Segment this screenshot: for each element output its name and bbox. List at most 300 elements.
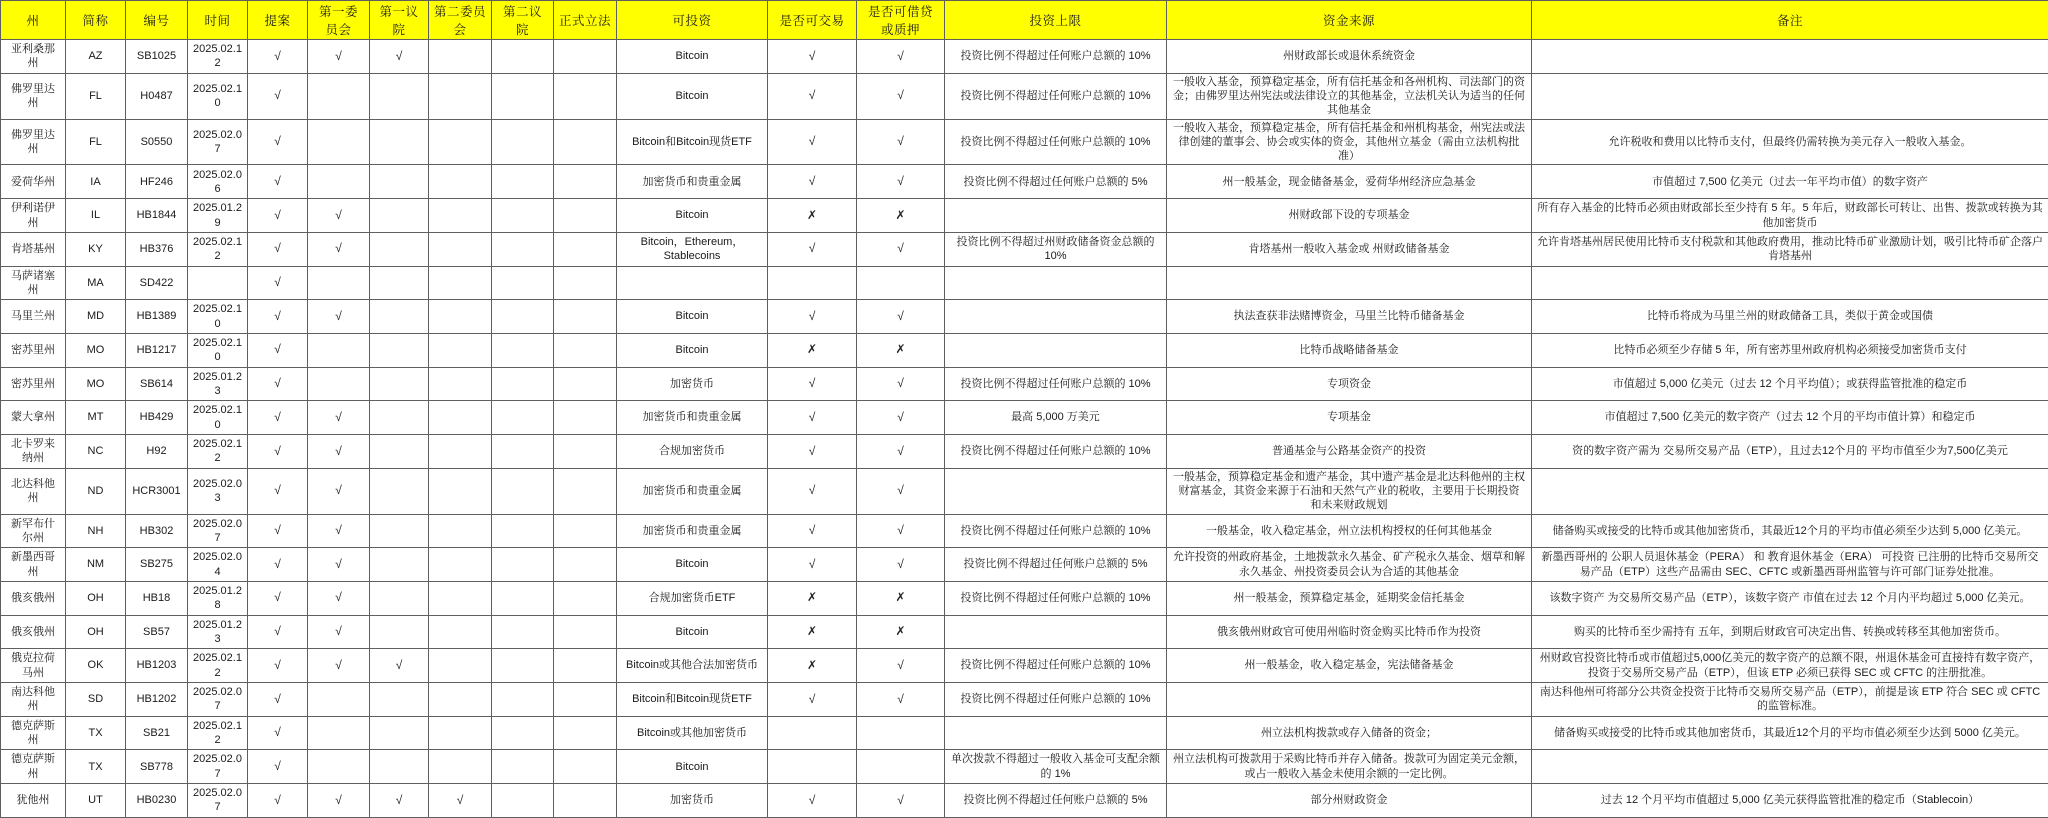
cell-lendable[interactable]: ✗ xyxy=(857,581,945,615)
cell-committee1[interactable] xyxy=(308,367,370,401)
cell-chamber1[interactable] xyxy=(370,300,429,334)
cell-proposal[interactable]: √ xyxy=(248,750,308,784)
cell-enacted[interactable] xyxy=(554,165,617,199)
cell-source[interactable]: 州一般基金，收入稳定基金，宪法储备基金 xyxy=(1167,649,1532,683)
cell-committee1[interactable]: √ xyxy=(308,40,370,74)
cell-tradable[interactable]: √ xyxy=(768,548,857,582)
cell-enacted[interactable] xyxy=(554,716,617,750)
cell-chamber2[interactable] xyxy=(492,300,554,334)
cell-chamber2[interactable] xyxy=(492,232,554,266)
cell-enacted[interactable] xyxy=(554,750,617,784)
cell-committee1[interactable]: √ xyxy=(308,300,370,334)
cell-note[interactable]: 所有存入基金的比特币必须由财政部长至少持有 5 年。5 年后，财政部长可转让、出售、拨款或转换为其他加密货币 xyxy=(1532,199,2048,233)
cell-abbr[interactable]: NC xyxy=(66,434,126,468)
cell-state[interactable]: 蒙大拿州 xyxy=(1,401,66,435)
cell-committee2[interactable] xyxy=(429,367,492,401)
cell-bill_no[interactable]: HB1389 xyxy=(126,300,188,334)
cell-note[interactable]: 允许税收和费用以比特币支付，但最终仍需转换为美元存入一般收入基金。 xyxy=(1532,119,2048,165)
column-header-investable[interactable]: 可投资 xyxy=(617,1,768,40)
cell-investable[interactable]: 加密货币 xyxy=(617,367,768,401)
cell-enacted[interactable] xyxy=(554,649,617,683)
cell-cap[interactable]: 最高 5,000 万美元 xyxy=(945,401,1167,435)
cell-chamber1[interactable] xyxy=(370,165,429,199)
cell-tradable[interactable]: √ xyxy=(768,367,857,401)
cell-committee2[interactable] xyxy=(429,615,492,649)
cell-note[interactable]: 该数字资产 为交易所交易产品（ETP），该数字资产 市值在过去 12 个月内平均超过 5,000 亿美元。 xyxy=(1532,581,2048,615)
cell-cap[interactable]: 投资比例不得超过任何账户总额的 10% xyxy=(945,73,1167,119)
column-header-lendable[interactable]: 是否可借贷或质押 xyxy=(857,1,945,40)
cell-source[interactable]: 州一般基金，现金储备基金，爱荷华州经济应急基金 xyxy=(1167,165,1532,199)
column-header-date[interactable]: 时间 xyxy=(188,1,248,40)
cell-state[interactable]: 俄克拉荷马州 xyxy=(1,649,66,683)
cell-proposal[interactable]: √ xyxy=(248,682,308,716)
cell-committee2[interactable] xyxy=(429,266,492,300)
cell-investable[interactable]: Bitcoin xyxy=(617,300,768,334)
cell-proposal[interactable]: √ xyxy=(248,119,308,165)
cell-chamber1[interactable] xyxy=(370,514,429,548)
cell-abbr[interactable]: IL xyxy=(66,199,126,233)
cell-lendable[interactable]: √ xyxy=(857,73,945,119)
cell-date[interactable] xyxy=(188,266,248,300)
cell-note[interactable]: 购买的比特币至少需持有 五年，到期后财政官可决定出售、转换或转移至其他加密货币。 xyxy=(1532,615,2048,649)
cell-enacted[interactable] xyxy=(554,40,617,74)
cell-abbr[interactable]: FL xyxy=(66,73,126,119)
cell-lendable[interactable]: √ xyxy=(857,40,945,74)
cell-committee2[interactable] xyxy=(429,548,492,582)
cell-source[interactable]: 州立法机构拨款或存入储备的资金； xyxy=(1167,716,1532,750)
cell-committee1[interactable]: √ xyxy=(308,232,370,266)
cell-note[interactable] xyxy=(1532,73,2048,119)
cell-lendable[interactable]: ✗ xyxy=(857,615,945,649)
cell-enacted[interactable] xyxy=(554,232,617,266)
cell-tradable[interactable]: √ xyxy=(768,165,857,199)
cell-enacted[interactable] xyxy=(554,784,617,818)
cell-tradable[interactable]: √ xyxy=(768,73,857,119)
cell-proposal[interactable]: √ xyxy=(248,548,308,582)
cell-committee2[interactable]: √ xyxy=(429,784,492,818)
cell-proposal[interactable]: √ xyxy=(248,73,308,119)
cell-abbr[interactable]: MO xyxy=(66,333,126,367)
cell-chamber1[interactable] xyxy=(370,615,429,649)
cell-lendable[interactable]: √ xyxy=(857,548,945,582)
cell-state[interactable]: 佛罗里达州 xyxy=(1,119,66,165)
cell-note[interactable]: 市值超过 5,000 亿美元（过去 12 个月平均值）；或获得监管批准的稳定币 xyxy=(1532,367,2048,401)
cell-abbr[interactable]: TX xyxy=(66,750,126,784)
column-header-cap[interactable]: 投资上限 xyxy=(945,1,1167,40)
cell-proposal[interactable]: √ xyxy=(248,649,308,683)
cell-chamber2[interactable] xyxy=(492,514,554,548)
cell-investable[interactable]: Bitcoin或其他合法加密货币 xyxy=(617,649,768,683)
cell-committee1[interactable]: √ xyxy=(308,649,370,683)
cell-note[interactable] xyxy=(1532,40,2048,74)
cell-note[interactable]: 允许肯塔基州居民使用比特币支付税款和其他政府费用，推动比特币矿业激励计划，吸引比特币矿企落户肯塔基州 xyxy=(1532,232,2048,266)
cell-bill_no[interactable]: HB1202 xyxy=(126,682,188,716)
cell-tradable[interactable]: ✗ xyxy=(768,615,857,649)
cell-note[interactable]: 新墨西哥州的 公职人员退休基金（PERA） 和 教育退休基金（ERA） 可投资 已注册的比特币交易所交易产品（ETP）这些产品需由 SEC、CFTC 或新墨西哥州监管与许可部门证券处批准。 xyxy=(1532,548,2048,582)
cell-lendable[interactable]: √ xyxy=(857,232,945,266)
cell-tradable[interactable]: √ xyxy=(768,682,857,716)
cell-enacted[interactable] xyxy=(554,300,617,334)
cell-cap[interactable]: 单次拨款不得超过一般收入基金可支配余额的 1% xyxy=(945,750,1167,784)
cell-committee2[interactable] xyxy=(429,333,492,367)
cell-committee2[interactable] xyxy=(429,468,492,514)
cell-investable[interactable]: Bitcoin xyxy=(617,73,768,119)
cell-note[interactable]: 过去 12 个月平均市值超过 5,000 亿美元获得监管批准的稳定币（Stablecoin） xyxy=(1532,784,2048,818)
cell-chamber2[interactable] xyxy=(492,750,554,784)
cell-chamber1[interactable] xyxy=(370,73,429,119)
cell-tradable[interactable]: √ xyxy=(768,514,857,548)
cell-abbr[interactable]: NH xyxy=(66,514,126,548)
cell-chamber2[interactable] xyxy=(492,40,554,74)
cell-cap[interactable]: 投资比例不得超过任何账户总额的 5% xyxy=(945,548,1167,582)
cell-abbr[interactable]: AZ xyxy=(66,40,126,74)
cell-proposal[interactable]: √ xyxy=(248,784,308,818)
cell-date[interactable]: 2025.02.10 xyxy=(188,401,248,435)
cell-cap[interactable] xyxy=(945,468,1167,514)
cell-tradable[interactable]: ✗ xyxy=(768,199,857,233)
cell-cap[interactable]: 投资比例不得超过任何账户总额的 10% xyxy=(945,434,1167,468)
cell-date[interactable]: 2025.02.07 xyxy=(188,784,248,818)
cell-committee1[interactable]: √ xyxy=(308,581,370,615)
cell-cap[interactable]: 投资比例不得超过州财政储备资金总额的 10% xyxy=(945,232,1167,266)
cell-chamber2[interactable] xyxy=(492,468,554,514)
cell-lendable[interactable]: ✗ xyxy=(857,333,945,367)
cell-bill_no[interactable]: SB614 xyxy=(126,367,188,401)
cell-bill_no[interactable]: SB778 xyxy=(126,750,188,784)
cell-state[interactable]: 密苏里州 xyxy=(1,367,66,401)
cell-abbr[interactable]: MO xyxy=(66,367,126,401)
cell-bill_no[interactable]: HCR3001 xyxy=(126,468,188,514)
cell-lendable[interactable]: √ xyxy=(857,434,945,468)
cell-chamber2[interactable] xyxy=(492,333,554,367)
cell-chamber2[interactable] xyxy=(492,119,554,165)
column-header-bill_no[interactable]: 编号 xyxy=(126,1,188,40)
cell-source[interactable]: 州一般基金，预算稳定基金，延期奖金信托基金 xyxy=(1167,581,1532,615)
cell-committee1[interactable] xyxy=(308,333,370,367)
cell-bill_no[interactable]: H0487 xyxy=(126,73,188,119)
cell-investable[interactable]: Bitcoin xyxy=(617,333,768,367)
cell-lendable[interactable] xyxy=(857,266,945,300)
cell-investable[interactable]: 加密货币 xyxy=(617,784,768,818)
cell-investable[interactable]: Bitcoin xyxy=(617,615,768,649)
cell-chamber2[interactable] xyxy=(492,716,554,750)
cell-investable[interactable]: 加密货币和贵重金属 xyxy=(617,165,768,199)
cell-proposal[interactable]: √ xyxy=(248,300,308,334)
cell-enacted[interactable] xyxy=(554,682,617,716)
cell-bill_no[interactable]: SB1025 xyxy=(126,40,188,74)
cell-proposal[interactable]: √ xyxy=(248,199,308,233)
cell-abbr[interactable]: MT xyxy=(66,401,126,435)
cell-abbr[interactable]: KY xyxy=(66,232,126,266)
cell-proposal[interactable]: √ xyxy=(248,514,308,548)
cell-bill_no[interactable]: SB57 xyxy=(126,615,188,649)
cell-committee1[interactable] xyxy=(308,119,370,165)
cell-date[interactable]: 2025.01.23 xyxy=(188,367,248,401)
cell-enacted[interactable] xyxy=(554,581,617,615)
cell-enacted[interactable] xyxy=(554,615,617,649)
cell-cap[interactable]: 投资比例不得超过任何账户总额的 10% xyxy=(945,514,1167,548)
cell-bill_no[interactable]: SB275 xyxy=(126,548,188,582)
cell-committee2[interactable] xyxy=(429,300,492,334)
cell-committee1[interactable] xyxy=(308,266,370,300)
cell-enacted[interactable] xyxy=(554,199,617,233)
cell-lendable[interactable] xyxy=(857,716,945,750)
cell-abbr[interactable]: OH xyxy=(66,581,126,615)
cell-investable[interactable] xyxy=(617,266,768,300)
cell-committee2[interactable] xyxy=(429,232,492,266)
cell-note[interactable]: 市值超过 7,500 亿美元的数字资产（过去 12 个月的平均市值计算）和稳定币 xyxy=(1532,401,2048,435)
cell-lendable[interactable]: √ xyxy=(857,300,945,334)
cell-investable[interactable]: 加密货币和贵重金属 xyxy=(617,514,768,548)
cell-bill_no[interactable]: HB0230 xyxy=(126,784,188,818)
cell-abbr[interactable]: FL xyxy=(66,119,126,165)
cell-state[interactable]: 新罕布什尔州 xyxy=(1,514,66,548)
cell-proposal[interactable]: √ xyxy=(248,266,308,300)
cell-committee2[interactable] xyxy=(429,73,492,119)
cell-state[interactable]: 俄亥俄州 xyxy=(1,615,66,649)
cell-source[interactable] xyxy=(1167,682,1532,716)
cell-tradable[interactable]: √ xyxy=(768,300,857,334)
cell-investable[interactable]: Bitcoin xyxy=(617,40,768,74)
cell-proposal[interactable]: √ xyxy=(248,232,308,266)
column-header-proposal[interactable]: 提案 xyxy=(248,1,308,40)
cell-chamber2[interactable] xyxy=(492,73,554,119)
cell-cap[interactable]: 投资比例不得超过任何账户总额的 10% xyxy=(945,367,1167,401)
cell-committee2[interactable] xyxy=(429,682,492,716)
cell-investable[interactable]: Bitcoin或其他加密货币 xyxy=(617,716,768,750)
cell-state[interactable]: 肯塔基州 xyxy=(1,232,66,266)
cell-investable[interactable]: Bitcoin和Bitcoin现货ETF xyxy=(617,682,768,716)
cell-chamber1[interactable] xyxy=(370,367,429,401)
cell-proposal[interactable]: √ xyxy=(248,40,308,74)
cell-lendable[interactable]: √ xyxy=(857,468,945,514)
cell-source[interactable]: 一般基金，预算稳定基金和遗产基金，其中遗产基金是北达科他州的主权财富基金，其资金来源于石油和天然气产业的税收，主要用于长期投资 和未来财政规划 xyxy=(1167,468,1532,514)
cell-lendable[interactable]: √ xyxy=(857,165,945,199)
cell-source[interactable]: 专项基金 xyxy=(1167,401,1532,435)
cell-date[interactable]: 2025.01.29 xyxy=(188,199,248,233)
cell-committee2[interactable] xyxy=(429,165,492,199)
cell-enacted[interactable] xyxy=(554,548,617,582)
cell-committee1[interactable] xyxy=(308,73,370,119)
cell-date[interactable]: 2025.02.10 xyxy=(188,333,248,367)
cell-state[interactable]: 亚利桑那州 xyxy=(1,40,66,74)
cell-enacted[interactable] xyxy=(554,514,617,548)
cell-committee2[interactable] xyxy=(429,119,492,165)
cell-date[interactable]: 2025.02.12 xyxy=(188,649,248,683)
cell-date[interactable]: 2025.02.12 xyxy=(188,716,248,750)
cell-chamber1[interactable]: √ xyxy=(370,784,429,818)
cell-chamber2[interactable] xyxy=(492,784,554,818)
cell-proposal[interactable]: √ xyxy=(248,615,308,649)
cell-state[interactable]: 新墨西哥州 xyxy=(1,548,66,582)
cell-date[interactable]: 2025.02.12 xyxy=(188,434,248,468)
column-header-chamber1[interactable]: 第一议院 xyxy=(370,1,429,40)
cell-note[interactable]: 市值超过 7,500 亿美元（过去一年平均市值）的数字资产 xyxy=(1532,165,2048,199)
cell-cap[interactable] xyxy=(945,716,1167,750)
cell-state[interactable]: 伊利诺伊州 xyxy=(1,199,66,233)
cell-cap[interactable]: 投资比例不得超过任何账户总额的 10% xyxy=(945,40,1167,74)
cell-bill_no[interactable]: HB1203 xyxy=(126,649,188,683)
cell-chamber1[interactable] xyxy=(370,716,429,750)
cell-committee1[interactable] xyxy=(308,165,370,199)
cell-bill_no[interactable]: HB302 xyxy=(126,514,188,548)
cell-proposal[interactable]: √ xyxy=(248,434,308,468)
cell-note[interactable]: 州财政官投资比特币或市值超过5,000亿美元的数字资产的总额不限，州退休基金可直接持有数字资产，投资于交易所交易产品（ETP），但该 ETP 必须已获得 SEC 或 CFTC 的注册批准。 xyxy=(1532,649,2048,683)
cell-chamber1[interactable]: √ xyxy=(370,40,429,74)
cell-enacted[interactable] xyxy=(554,333,617,367)
cell-cap[interactable] xyxy=(945,615,1167,649)
cell-investable[interactable]: 合规加密货币 xyxy=(617,434,768,468)
column-header-committee2[interactable]: 第二委员会 xyxy=(429,1,492,40)
cell-proposal[interactable]: √ xyxy=(248,716,308,750)
cell-chamber2[interactable] xyxy=(492,165,554,199)
column-header-enacted[interactable]: 正式立法 xyxy=(554,1,617,40)
cell-abbr[interactable]: SD xyxy=(66,682,126,716)
cell-enacted[interactable] xyxy=(554,401,617,435)
cell-date[interactable]: 2025.02.07 xyxy=(188,514,248,548)
cell-committee2[interactable] xyxy=(429,514,492,548)
cell-committee2[interactable] xyxy=(429,199,492,233)
cell-source[interactable]: 俄亥俄州财政官可使用州临时资金购买比特币作为投资 xyxy=(1167,615,1532,649)
cell-cap[interactable]: 投资比例不得超过任何账户总额的 10% xyxy=(945,682,1167,716)
cell-lendable[interactable]: ✗ xyxy=(857,199,945,233)
cell-chamber1[interactable] xyxy=(370,119,429,165)
cell-bill_no[interactable]: HB429 xyxy=(126,401,188,435)
cell-source[interactable]: 部分州财政资金 xyxy=(1167,784,1532,818)
cell-state[interactable]: 马里兰州 xyxy=(1,300,66,334)
cell-committee1[interactable]: √ xyxy=(308,615,370,649)
cell-bill_no[interactable]: HB376 xyxy=(126,232,188,266)
cell-note[interactable]: 比特币将成为马里兰州的财政储备工具，类似于黄金或国债 xyxy=(1532,300,2048,334)
cell-abbr[interactable]: UT xyxy=(66,784,126,818)
cell-chamber2[interactable] xyxy=(492,434,554,468)
cell-note[interactable] xyxy=(1532,750,2048,784)
cell-state[interactable]: 马萨诸塞州 xyxy=(1,266,66,300)
cell-state[interactable]: 南达科他州 xyxy=(1,682,66,716)
cell-committee1[interactable]: √ xyxy=(308,434,370,468)
cell-source[interactable]: 一般收入基金，预算稳定基金，所有信托基金和各州机构、司法部门的资金；由佛罗里达州宪法或法律设立的其他基金，立法机关认为适当的任何其他基金 xyxy=(1167,73,1532,119)
column-header-source[interactable]: 资金来源 xyxy=(1167,1,1532,40)
cell-source[interactable]: 州财政部下设的专项基金 xyxy=(1167,199,1532,233)
cell-source[interactable]: 执法查获非法赌博资金，马里兰比特币储备基金 xyxy=(1167,300,1532,334)
cell-bill_no[interactable]: HF246 xyxy=(126,165,188,199)
cell-lendable[interactable]: √ xyxy=(857,682,945,716)
cell-date[interactable]: 2025.02.12 xyxy=(188,232,248,266)
cell-enacted[interactable] xyxy=(554,434,617,468)
column-header-state[interactable]: 州 xyxy=(1,1,66,40)
cell-state[interactable]: 犹他州 xyxy=(1,784,66,818)
cell-abbr[interactable]: ND xyxy=(66,468,126,514)
cell-abbr[interactable]: OH xyxy=(66,615,126,649)
cell-investable[interactable]: Bitcoin，Ethereum，Stablecoins xyxy=(617,232,768,266)
cell-date[interactable]: 2025.01.23 xyxy=(188,615,248,649)
cell-date[interactable]: 2025.02.07 xyxy=(188,682,248,716)
cell-proposal[interactable]: √ xyxy=(248,401,308,435)
cell-date[interactable]: 2025.02.03 xyxy=(188,468,248,514)
cell-tradable[interactable] xyxy=(768,716,857,750)
cell-committee2[interactable] xyxy=(429,401,492,435)
cell-lendable[interactable]: √ xyxy=(857,514,945,548)
column-header-note[interactable]: 备注 xyxy=(1532,1,2048,40)
cell-abbr[interactable]: OK xyxy=(66,649,126,683)
cell-source[interactable]: 普通基金与公路基金资产的投资 xyxy=(1167,434,1532,468)
cell-chamber1[interactable] xyxy=(370,333,429,367)
cell-bill_no[interactable]: SD422 xyxy=(126,266,188,300)
cell-enacted[interactable] xyxy=(554,367,617,401)
cell-chamber1[interactable] xyxy=(370,682,429,716)
cell-committee1[interactable] xyxy=(308,750,370,784)
cell-lendable[interactable]: √ xyxy=(857,784,945,818)
cell-source[interactable]: 比特币战略储备基金 xyxy=(1167,333,1532,367)
cell-tradable[interactable]: √ xyxy=(768,401,857,435)
cell-lendable[interactable] xyxy=(857,750,945,784)
cell-date[interactable]: 2025.02.07 xyxy=(188,119,248,165)
cell-state[interactable]: 佛罗里达州 xyxy=(1,73,66,119)
cell-committee1[interactable]: √ xyxy=(308,199,370,233)
cell-chamber2[interactable] xyxy=(492,682,554,716)
cell-committee2[interactable] xyxy=(429,649,492,683)
cell-state[interactable]: 北卡罗来纳州 xyxy=(1,434,66,468)
cell-investable[interactable]: Bitcoin xyxy=(617,750,768,784)
cell-chamber2[interactable] xyxy=(492,548,554,582)
cell-note[interactable]: 储备购买或接受的比特币或其他加密货币，其最近12个月的平均市值必须至少达到 5000 亿美元。 xyxy=(1532,716,2048,750)
cell-committee1[interactable] xyxy=(308,682,370,716)
cell-investable[interactable]: Bitcoin和Bitcoin现货ETF xyxy=(617,119,768,165)
cell-chamber2[interactable] xyxy=(492,266,554,300)
cell-state[interactable]: 密苏里州 xyxy=(1,333,66,367)
cell-abbr[interactable]: TX xyxy=(66,716,126,750)
cell-note[interactable]: 资的数字资产需为 交易所交易产品（ETP），且过去12个月的 平均市值至少为7,500亿美元 xyxy=(1532,434,2048,468)
cell-enacted[interactable] xyxy=(554,266,617,300)
cell-committee1[interactable] xyxy=(308,716,370,750)
cell-state[interactable]: 德克萨斯州 xyxy=(1,716,66,750)
cell-chamber2[interactable] xyxy=(492,367,554,401)
cell-investable[interactable]: 加密货币和贵重金属 xyxy=(617,468,768,514)
cell-enacted[interactable] xyxy=(554,73,617,119)
cell-date[interactable]: 2025.02.10 xyxy=(188,73,248,119)
cell-lendable[interactable]: √ xyxy=(857,119,945,165)
cell-source[interactable]: 州财政部长或退休系统资金 xyxy=(1167,40,1532,74)
cell-proposal[interactable]: √ xyxy=(248,367,308,401)
cell-lendable[interactable]: √ xyxy=(857,401,945,435)
cell-lendable[interactable]: √ xyxy=(857,649,945,683)
column-header-tradable[interactable]: 是否可交易 xyxy=(768,1,857,40)
cell-cap[interactable] xyxy=(945,333,1167,367)
cell-source[interactable]: 一般收入基金，预算稳定基金，所有信托基金和州机构基金，州宪法或法律创建的董事会、协会或实体的资金，其他州立基金（需由立法机构批准） xyxy=(1167,119,1532,165)
cell-source[interactable]: 一般基金，收入稳定基金，州立法机构授权的任何其他基金 xyxy=(1167,514,1532,548)
cell-proposal[interactable]: √ xyxy=(248,581,308,615)
cell-investable[interactable]: 加密货币和贵重金属 xyxy=(617,401,768,435)
cell-source[interactable]: 专项资金 xyxy=(1167,367,1532,401)
cell-cap[interactable]: 投资比例不得超过任何账户总额的 10% xyxy=(945,649,1167,683)
cell-source[interactable]: 肯塔基州一般收入基金或 州财政储备基金 xyxy=(1167,232,1532,266)
cell-note[interactable]: 比特币必须至少存储 5 年，所有密苏里州政府机构必须接受加密货币支付 xyxy=(1532,333,2048,367)
cell-bill_no[interactable]: S0550 xyxy=(126,119,188,165)
column-header-chamber2[interactable]: 第二议院 xyxy=(492,1,554,40)
cell-tradable[interactable]: ✗ xyxy=(768,581,857,615)
cell-note[interactable] xyxy=(1532,266,2048,300)
cell-committee1[interactable]: √ xyxy=(308,401,370,435)
cell-state[interactable]: 俄亥俄州 xyxy=(1,581,66,615)
cell-note[interactable]: 南达科他州可将部分公共资金投资于比特币交易所交易产品（ETP），前提是该 ETP 符合 SEC 或 CFTC 的监管标准。 xyxy=(1532,682,2048,716)
cell-chamber2[interactable] xyxy=(492,401,554,435)
cell-enacted[interactable] xyxy=(554,468,617,514)
cell-bill_no[interactable]: HB1217 xyxy=(126,333,188,367)
cell-proposal[interactable]: √ xyxy=(248,333,308,367)
cell-source[interactable]: 州立法机构可拨款用于采购比特币并存入储备。拨款可为固定美元金额，或占一般收入基金未使用余额的一定比例。 xyxy=(1167,750,1532,784)
cell-state[interactable]: 德克萨斯州 xyxy=(1,750,66,784)
cell-tradable[interactable]: √ xyxy=(768,119,857,165)
